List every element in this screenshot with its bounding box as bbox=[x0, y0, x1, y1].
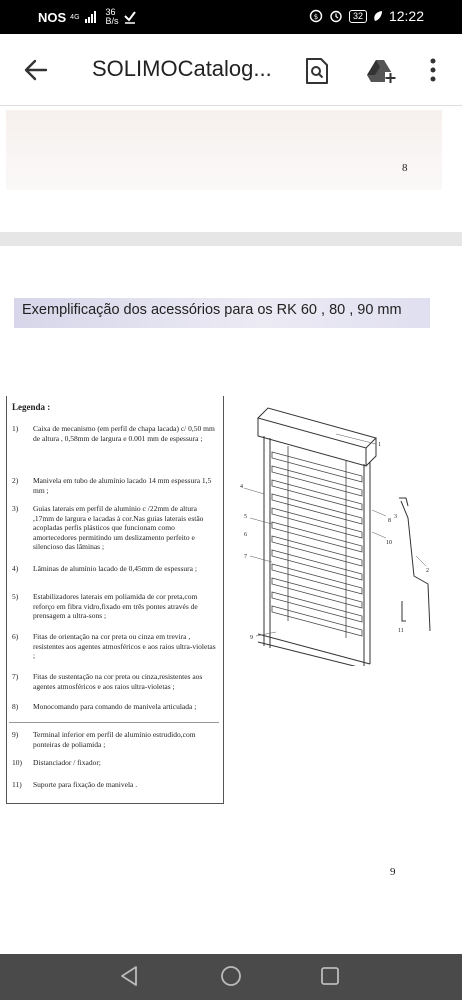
legend-num: 1) bbox=[12, 424, 19, 433]
page-number: 8 bbox=[402, 162, 408, 174]
recents-square-icon[interactable] bbox=[318, 964, 342, 988]
back-triangle-icon[interactable] bbox=[118, 964, 142, 988]
legend-text: Estabilizadores laterais em poliamida de cor preta,com reforço em fibra vidro,fixado em três pontes através de prensagem a ultra-sons ; bbox=[33, 592, 198, 620]
legend-num: 8) bbox=[12, 702, 19, 711]
legend-num: 6) bbox=[12, 632, 19, 641]
blind-technical-drawing bbox=[236, 406, 436, 666]
data-speed bbox=[106, 8, 119, 26]
legend-text: Fitas de orientação na cor preta ou cinza em trevira , resistentes aos agentes atmosféricos e aos raios ultra-violetas ; bbox=[33, 632, 216, 660]
clock: 12:22 bbox=[388, 8, 424, 24]
status-left bbox=[38, 8, 137, 26]
page-8-scan-area bbox=[6, 110, 442, 190]
network-gen-label: 4G bbox=[70, 13, 80, 21]
legend-text: Monocomando para comando de manivela articulada ; bbox=[33, 702, 197, 711]
legend-num: 9) bbox=[12, 730, 19, 739]
status-right bbox=[309, 8, 424, 24]
legend-num: 10) bbox=[12, 758, 22, 767]
blind-slats bbox=[272, 446, 362, 638]
alarm-icon bbox=[329, 9, 343, 23]
drawing-label: 6 bbox=[244, 532, 247, 538]
drawing-label: 4 bbox=[240, 484, 243, 490]
legend-num: 2) bbox=[12, 476, 19, 485]
legend-num: 5) bbox=[12, 592, 19, 601]
system-nav-bar bbox=[0, 954, 462, 1000]
home-circle-icon[interactable] bbox=[219, 964, 243, 988]
back-arrow-icon[interactable] bbox=[22, 56, 50, 84]
drawing-label: 8 bbox=[388, 518, 391, 524]
legend-text: Caixa de mecanismo (em perfil de chapa lacada) c/ 0,50 mm de altura , 0,58mm de largura e 0.001 mm de espessura ; bbox=[33, 424, 215, 443]
document-title: SOLIMOCatalog... bbox=[92, 56, 272, 81]
crank-handle-lines bbox=[399, 498, 430, 631]
legend-num: 3) bbox=[12, 504, 19, 513]
leaf-icon bbox=[373, 10, 383, 22]
add-to-drive-icon[interactable] bbox=[366, 58, 396, 84]
svg-text:$: $ bbox=[313, 13, 319, 21]
pdf-page-8 bbox=[0, 106, 462, 232]
legend-divider bbox=[9, 722, 219, 723]
more-options-icon[interactable] bbox=[424, 56, 442, 84]
drawing-label: 5 bbox=[244, 514, 247, 520]
drawing-label: 1 bbox=[378, 442, 381, 448]
legend-text: Distanciador / fixador; bbox=[33, 758, 101, 767]
data-saver-icon bbox=[309, 9, 323, 23]
page-heading: Exemplificação dos acessórios para os RK 60 , 80 , 90 mm bbox=[22, 302, 402, 318]
legend-box bbox=[6, 396, 224, 804]
find-in-page-icon[interactable] bbox=[305, 58, 329, 84]
page-number: 9 bbox=[390, 866, 396, 878]
speed-value: 36 bbox=[105, 7, 116, 17]
legend-text: Guias laterais em perfil de alumínio c /22mm de altura ,17mm de largura e lacadas à cor.Nas guias laterais estão acopladas perfis plásticos que funcionam como amortecedores permitindo um deslizamento perfeito e silencioso das lâminas ; bbox=[33, 504, 204, 551]
pdf-page-9 bbox=[0, 246, 462, 954]
drawing-label: 9 bbox=[250, 635, 253, 641]
legend-text: Suporte para fixação de manivela . bbox=[33, 780, 138, 789]
drawing-label: 2 bbox=[426, 568, 429, 574]
carrier-label: NOS bbox=[38, 9, 67, 25]
drawing-label: 3 bbox=[394, 514, 397, 520]
legend-title: Legenda : bbox=[12, 402, 51, 412]
legend-text: Manivela em tubo de alumínio lacado 14 mm espessura 1,5 mm ; bbox=[33, 476, 212, 495]
status-bar bbox=[0, 0, 462, 34]
drawing-label: 11 bbox=[398, 628, 404, 634]
legend-num: 7) bbox=[12, 672, 19, 681]
legend-text: Terminal inferior em perfil de alumínio estrudido,com ponteiras de poliamida ; bbox=[33, 730, 196, 749]
battery-icon: 32 bbox=[349, 10, 367, 23]
legend-text: Fitas de sustentação na cor preta ou cinza,resistentes aos agentes atmosféricos e aos raios ultra-violetas ; bbox=[33, 672, 203, 691]
download-done-icon bbox=[123, 10, 137, 24]
signal-icon bbox=[85, 11, 96, 23]
legend-num: 4) bbox=[12, 564, 19, 573]
drawing-label: 7 bbox=[244, 554, 247, 560]
speed-unit: B/s bbox=[105, 16, 119, 26]
legend-text: Lâminas de alumínio lacado de 0,45mm de espessura ; bbox=[33, 564, 197, 573]
legend-num: 11) bbox=[12, 780, 22, 789]
drawing-label: 10 bbox=[386, 540, 392, 546]
app-bar bbox=[0, 34, 462, 106]
